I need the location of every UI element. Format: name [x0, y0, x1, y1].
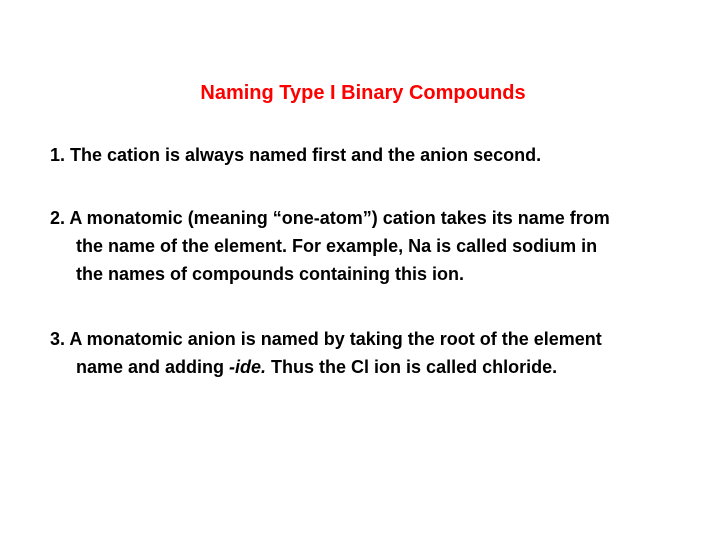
point-1: [50, 141, 541, 169]
point-2: [50, 204, 610, 288]
point-3-line-1: 3. A monatomic anion is named by taking the root of the element: [50, 329, 602, 349]
point-3-line-2-after: Thus the Cl ion is called chloride.: [266, 357, 558, 377]
point-3-line-2-before: name and adding: [76, 357, 230, 377]
point-2-line-2: the name of the element. For example, Na is called sodium in: [76, 236, 598, 256]
slide-title: Naming Type I Binary Compounds: [200, 82, 526, 104]
point-2-line-1: 2. A monatomic (meaning “one-atom”) cation takes its name from: [50, 208, 610, 228]
point-3-line-2: [50, 353, 602, 381]
point-2-line-3: the names of compounds containing this ion.: [76, 264, 465, 284]
ide-suffix: -ide.: [229, 357, 267, 377]
point-1-line-1: 1. The cation is always named first and the anion second.: [50, 145, 542, 165]
point-3: [50, 325, 602, 381]
